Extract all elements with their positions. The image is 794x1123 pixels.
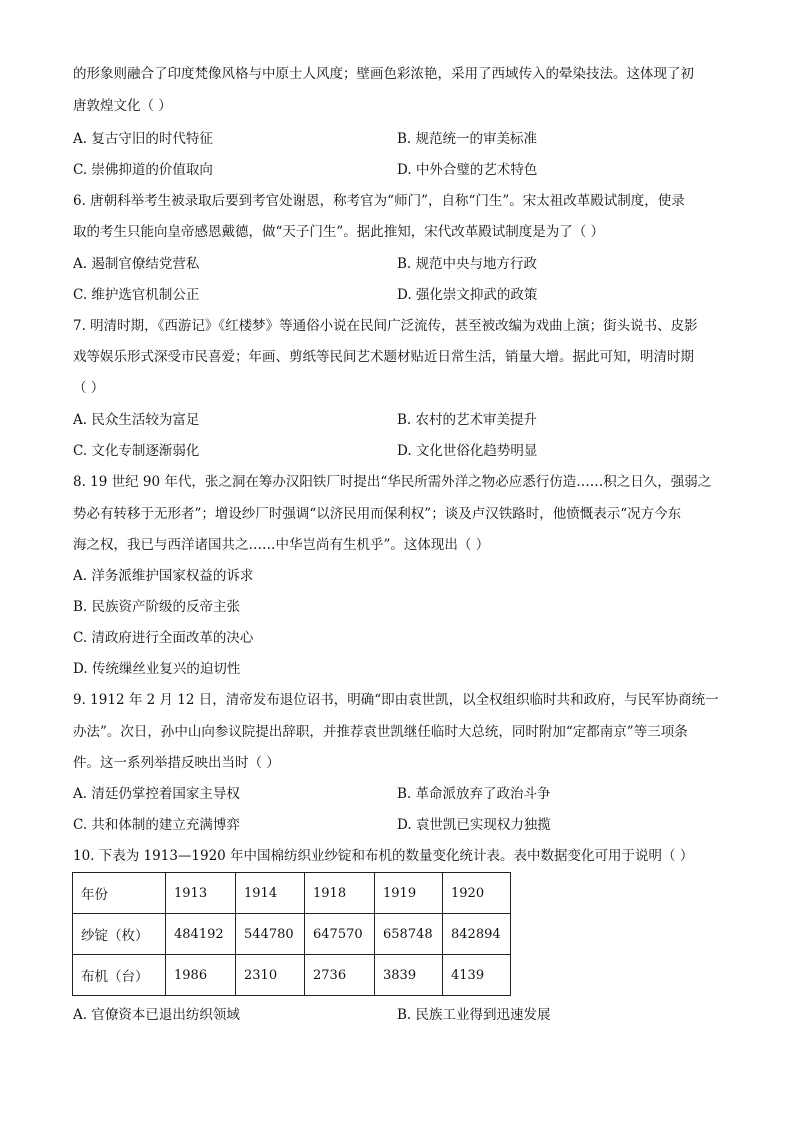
q5-stem-line2: 唐敦煌文化（ ）	[73, 98, 172, 114]
table-cell: 647570	[305, 914, 375, 955]
q5-stem-line1: 的形象则融合了印度梵像风格与中原士人风度；壁画色彩浓艳，采用了西域传入的晕染技法。这体现了初	[73, 66, 694, 82]
statistics-table	[72, 872, 511, 996]
q8-option-d[interactable]: D. 传统缫丝业复兴的迫切性	[73, 661, 241, 677]
q9-stem-line1: 9. 1912 年 2 月 12 日，清帝发布退位诏书，明确“即由袁世凯，以全权组织临时共和政府，与民军协商统一	[73, 692, 719, 708]
q6-option-d[interactable]: D. 强化崇文抑武的政策	[397, 287, 538, 303]
q5-option-d[interactable]: D. 中外合璧的艺术特色	[397, 162, 538, 178]
table-cell: 3839	[375, 955, 443, 996]
q9-stem-line2: 办法”。次日，孙中山向参议院提出辞职，并推荐袁世凯继任临时大总统，同时附加“定都南京”等三项条	[73, 724, 688, 740]
q8-stem-line3: 海之权，我已与西洋诸国共之……中华岂尚有生机乎”。这体现出（ ）	[73, 537, 490, 553]
q7-option-c[interactable]: C. 文化专制逐渐弱化	[73, 443, 200, 459]
table-cell: 484192	[166, 914, 236, 955]
table-cell: 1913	[166, 873, 236, 914]
q8-option-c[interactable]: C. 清政府进行全面改革的决心	[73, 630, 254, 646]
table-cell: 纱锭（枚）	[73, 914, 166, 955]
q8-option-a[interactable]: A. 洋务派维护国家权益的诉求	[73, 568, 254, 584]
table-row	[73, 873, 511, 914]
q6-stem-line1: 6. 唐朝科举考生被录取后要到考官处谢恩，称考官为“师门”，自称“门生”。宋太祖改革殿试制度，使录	[73, 193, 685, 209]
q6-option-c[interactable]: C. 维护选官机制公正	[73, 287, 200, 303]
q7-option-a[interactable]: A. 民众生活较为富足	[73, 412, 200, 428]
table-cell: 1920	[443, 873, 511, 914]
table-cell: 658748	[375, 914, 443, 955]
q6-stem-line2: 取的考生只能向皇帝感恩戴德，做“天子门生”。据此推知，宋代改革殿试制度是为了（ ）	[73, 224, 605, 240]
q10-option-b[interactable]: B. 民族工业得到迅速发展	[397, 1007, 551, 1023]
table-cell: 布机（台）	[73, 955, 166, 996]
table-cell: 544780	[236, 914, 305, 955]
table-cell: 年份	[73, 873, 166, 914]
table-cell: 2310	[236, 955, 305, 996]
q6-option-a[interactable]: A. 遏制官僚结党营私	[73, 256, 200, 272]
q7-option-b[interactable]: B. 农村的艺术审美提升	[397, 412, 538, 428]
table-cell: 1919	[375, 873, 443, 914]
q8-stem-line1: 8. 19 世纪 90 年代，张之洞在筹办汉阳铁厂时提出“华民所需外洋之物必应悉行仿造……积之日久，强弱之	[73, 474, 712, 490]
q6-option-b[interactable]: B. 规范中央与地方行政	[397, 256, 538, 272]
q8-stem-line2: 势必有转移于无形者”；增设纱厂时强调“以济民用而保利权”；谈及卢汉铁路时，他愤慨表示“况方今东	[73, 506, 682, 522]
table-cell: 1914	[236, 873, 305, 914]
q9-option-c[interactable]: C. 共和体制的建立充满博弈	[73, 817, 240, 833]
q7-option-d[interactable]: D. 文化世俗化趋势明显	[397, 443, 538, 459]
q7-stem-line2: 戏等娱乐形式深受市民喜爱；年画、剪纸等民间艺术题材贴近日常生活，销量大增。据此可知，明清时期	[73, 349, 694, 365]
q5-option-c[interactable]: C. 崇佛抑道的价值取向	[73, 162, 213, 178]
table-row	[73, 914, 511, 955]
table-cell: 1986	[166, 955, 236, 996]
q5-option-b[interactable]: B. 规范统一的审美标准	[397, 131, 538, 147]
q10-stem-line1: 10. 下表为 1913—1920 年中国棉纺织业纱锭和布机的数量变化统计表。表中数据变化可用于说明（ ）	[73, 848, 694, 864]
q9-option-a[interactable]: A. 清廷仍掌控着国家主导权	[73, 786, 240, 802]
q7-stem-line3: （ ）	[73, 380, 105, 396]
table-cell: 4139	[443, 955, 511, 996]
q8-option-b[interactable]: B. 民族资产阶级的反帝主张	[73, 599, 241, 615]
table-cell: 842894	[443, 914, 511, 955]
q9-option-b[interactable]: B. 革命派放弃了政治斗争	[397, 786, 551, 802]
table-cell: 2736	[305, 955, 375, 996]
q7-stem-line1: 7. 明清时期，《西游记》《红楼梦》等通俗小说在民间广泛流传，甚至被改编为戏曲上演；街头说书、皮影	[73, 318, 698, 334]
q10-option-a[interactable]: A. 官僚资本已退出纺织领域	[73, 1007, 240, 1023]
table-row	[73, 955, 511, 996]
q9-option-d[interactable]: D. 袁世凯已实现权力独揽	[397, 817, 551, 833]
q9-stem-line3: 件。这一系列举措反映出当时（ ）	[73, 755, 280, 771]
q5-option-a[interactable]: A. 复古守旧的时代特征	[73, 131, 213, 147]
table-cell: 1918	[305, 873, 375, 914]
